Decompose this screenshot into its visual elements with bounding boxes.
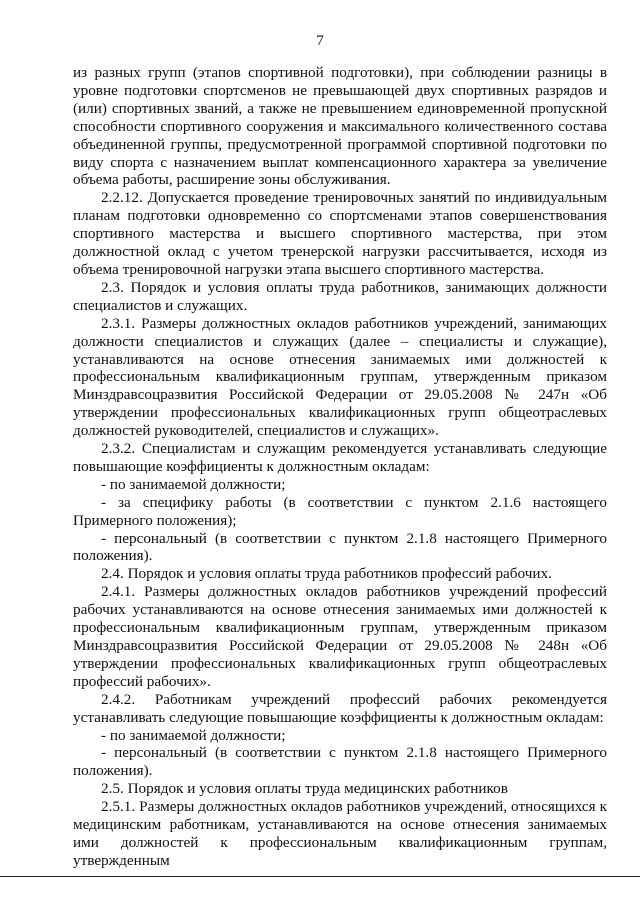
scan-edge-line xyxy=(0,876,640,877)
paragraph-2-4-2: 2.4.2. Работникам учреждений профессий рабочих рекомендуется устанавливать следующие повышающие коэффициенты к должностным окладам: xyxy=(73,690,607,726)
list-item: - персональный (в соответствии с пунктом 2.1.8 настоящего Примерного положения). xyxy=(73,744,607,780)
list-item: - за специфику работы (в соответствии с пунктом 2.1.6 настоящего Примерного положения); xyxy=(73,493,607,529)
document-body xyxy=(73,64,607,870)
paragraph-2-3-1: 2.3.1. Размеры должностных окладов работников учреждений, занимающих должности специалистов и служащих (далее – специалисты и служащие), устанавливаются на основе отнесения занимаемых ими должностей к профессиональным квалификационным группам, утвержденным приказом Минздравсоцразвития Российской Федерации от 29.05.2008 № 247н «Об утверждении профессиональных квалификационных групп общеотраслевых должностей руководителей, специалистов и служащих». xyxy=(73,314,607,440)
paragraph-2-2-12: 2.2.12. Допускается проведение тренировочных занятий по индивидуальным планам подготовки одновременно со спортсменами этапов совершенствования спортивного мастерства и высшего спортивного мастерства, при этом должностной оклад с учетом тренерской нагрузки рассчитывается, исходя из объема тренировочной нагрузки этапа высшего спортивного мастерства. xyxy=(73,189,607,278)
list-item: - по занимаемой должности; xyxy=(101,726,286,744)
paragraph-2-5-1: 2.5.1. Размеры должностных окладов работников учреждений, относящихся к медицинским работникам, устанавливаются на основе отнесения занимаемых ими должностей к профессиональным квалификационным группам, утвержденным xyxy=(73,798,607,869)
section-heading-2-3: 2.3. Порядок и условия оплаты труда работников, занимающих должности специалистов и служащих. xyxy=(73,278,607,314)
paragraph-2-4-1: 2.4.1. Размеры должностных окладов работников учреждений профессий рабочих устанавливаются на основе отнесения занимаемых ими должностей к профессиональным квалификационным группам, утвержденным приказом Минздравсоцразвития Российской Федерации от 29.05.2008 № 248н «Об утверждении профессиональных квалификационных групп общеотраслевых профессий рабочих». xyxy=(73,583,607,690)
list-item: - персональный (в соответствии с пунктом 2.1.8 настоящего Примерного положения). xyxy=(73,529,607,565)
section-heading-2-4: 2.4. Порядок и условия оплаты труда работников профессий рабочих. xyxy=(101,565,552,583)
page-number: 7 xyxy=(316,33,324,49)
paragraph-continuation: из разных групп (этапов спортивной подготовки), при соблюдении разницы в уровне подготовки спортсменов не превышающей двух спортивных разрядов и (или) спортивных званий, а также не превышением единовременной пропускной способности спортивного сооружения и максимального количественного состава объединенной группы, предусмотренной программой спортивной подготовки по виду спорта с назначением выплат компенсационного характера за увеличение объема работы, расширение зоны обслуживания. xyxy=(73,64,607,189)
paragraph-2-3-2: 2.3.2. Специалистам и служащим рекомендуется устанавливать следующие повышающие коэффициенты к должностным окладам: xyxy=(73,440,607,475)
list-item: - по занимаемой должности; xyxy=(101,475,286,493)
section-heading-2-5: 2.5. Порядок и условия оплаты труда медицинских работников xyxy=(101,780,508,798)
